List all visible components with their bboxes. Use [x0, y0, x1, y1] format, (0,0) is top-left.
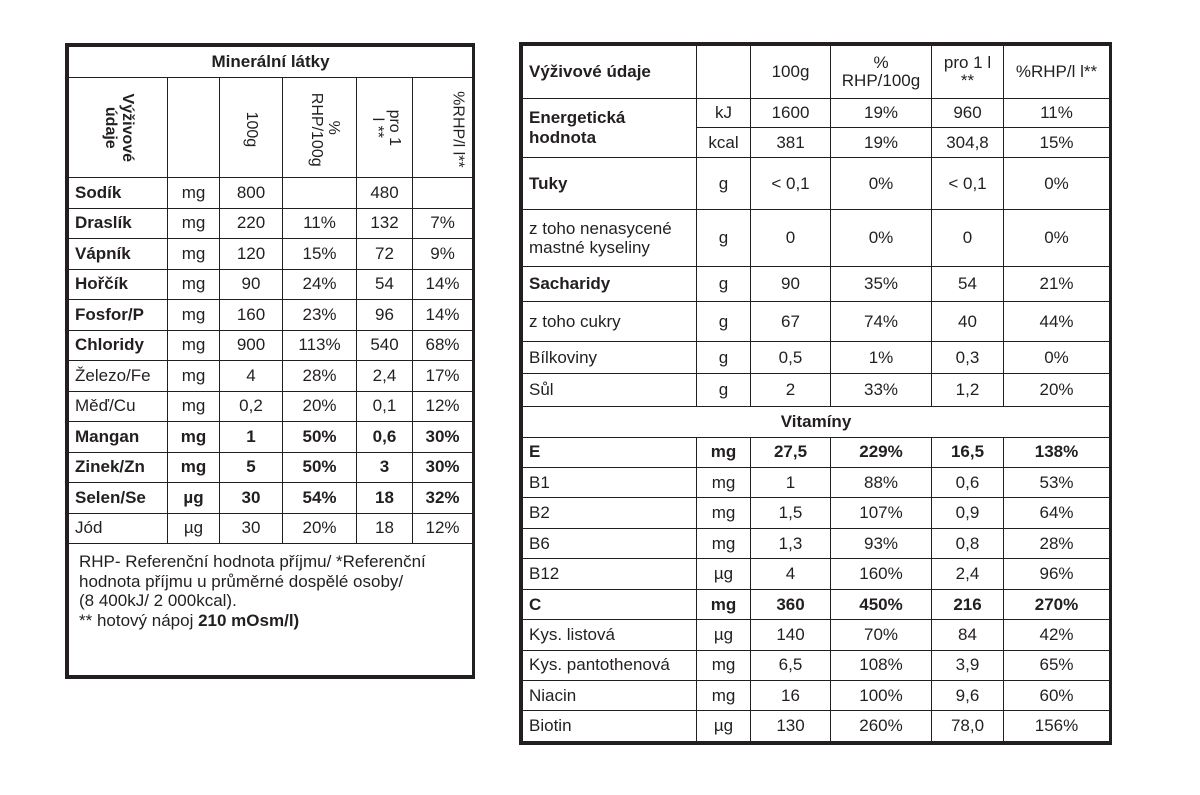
vitamin-unit: mg	[697, 498, 751, 528]
nutrition-header-rhp100: % RHP/100g	[831, 46, 932, 99]
vitamin-v1l: 16,5	[932, 437, 1004, 467]
mineral-unit: mg	[168, 300, 220, 331]
nutrient-row	[523, 373, 1110, 406]
nutrient-unit: g	[697, 301, 751, 342]
vitamin-row	[523, 680, 1110, 710]
vitamin-rhp100: 93%	[831, 528, 932, 558]
mineral-rhp1l: 7%	[413, 208, 473, 239]
vitamin-rhp100: 260%	[831, 711, 932, 742]
vitamin-rhp1l: 53%	[1004, 467, 1110, 497]
mineral-v100: 0,2	[220, 391, 283, 422]
mineral-v1l: 96	[357, 300, 413, 331]
mineral-rhp100: 113%	[283, 330, 357, 361]
mineral-v1l: 3	[357, 452, 413, 483]
nutrient-rhp1l: 0%	[1004, 157, 1110, 210]
vitamin-row	[523, 437, 1110, 467]
vitamin-name: B6	[523, 528, 697, 558]
mineral-rhp100: 20%	[283, 391, 357, 422]
nutrient-v100: 2	[751, 373, 831, 406]
mineral-v1l: 0,6	[357, 422, 413, 453]
mineral-row	[69, 483, 473, 514]
nutrient-v100: 0,5	[751, 342, 831, 373]
vitamin-unit: mg	[697, 528, 751, 558]
nutrient-rhp100: 35%	[831, 267, 932, 301]
nutrient-rhp100: 0%	[831, 210, 932, 267]
mineral-unit: mg	[168, 452, 220, 483]
vitamin-v1l: 84	[932, 620, 1004, 650]
vitamin-name: B1	[523, 467, 697, 497]
mineral-rhp100: 24%	[283, 269, 357, 300]
vitamin-v1l: 216	[932, 589, 1004, 619]
nutrient-rhp1l: 21%	[1004, 267, 1110, 301]
vitamin-row	[523, 620, 1110, 650]
mineral-row	[69, 300, 473, 331]
mineral-v1l: 18	[357, 513, 413, 544]
nutrient-v100: 67	[751, 301, 831, 342]
vitamin-unit: µg	[697, 620, 751, 650]
mineral-rhp100: 50%	[283, 452, 357, 483]
minerals-header-label: Výživové údaje	[69, 78, 168, 178]
mineral-v100: 220	[220, 208, 283, 239]
vitamin-name: Kys. listová	[523, 620, 697, 650]
nutrient-unit: g	[697, 267, 751, 301]
mineral-v1l: 540	[357, 330, 413, 361]
vitamin-rhp100: 70%	[831, 620, 932, 650]
nutrition-header-unit	[697, 46, 751, 99]
vitamin-v100: 140	[751, 620, 831, 650]
vitamin-v100: 1,3	[751, 528, 831, 558]
nutrient-rhp1l: 0%	[1004, 210, 1110, 267]
mineral-rhp1l: 68%	[413, 330, 473, 361]
mineral-v100: 4	[220, 361, 283, 392]
mineral-v1l: 72	[357, 239, 413, 270]
nutrient-name: Bílkoviny	[523, 342, 697, 373]
vitamin-rhp1l: 64%	[1004, 498, 1110, 528]
nutrient-unit: g	[697, 342, 751, 373]
nutrient-rhp1l: 20%	[1004, 373, 1110, 406]
mineral-row	[69, 208, 473, 239]
mineral-rhp100: 15%	[283, 239, 357, 270]
energy-v1l: 960	[932, 98, 1004, 127]
vitamin-rhp1l: 270%	[1004, 589, 1110, 619]
mineral-unit: µg	[168, 483, 220, 514]
vitamin-rhp100: 450%	[831, 589, 932, 619]
vitamin-name: C	[523, 589, 697, 619]
vitamin-rhp1l: 60%	[1004, 680, 1110, 710]
vitamin-rhp1l: 42%	[1004, 620, 1110, 650]
mineral-v1l: 54	[357, 269, 413, 300]
energy-rhp100: 19%	[831, 98, 932, 127]
nutrient-row	[523, 210, 1110, 267]
minerals-header-unit	[168, 78, 220, 178]
nutrient-row	[523, 157, 1110, 210]
mineral-v100: 5	[220, 452, 283, 483]
vitamin-unit: mg	[697, 589, 751, 619]
vitamin-v100: 6,5	[751, 650, 831, 680]
mineral-rhp1l: 30%	[413, 422, 473, 453]
mineral-unit: mg	[168, 422, 220, 453]
footnote-line	[79, 611, 462, 631]
vitamin-v1l: 0,8	[932, 528, 1004, 558]
vitamin-v100: 4	[751, 559, 831, 589]
mineral-name: Sodík	[69, 178, 168, 209]
mineral-v100: 90	[220, 269, 283, 300]
energy-v100: 1600	[751, 98, 831, 127]
mineral-rhp1l: 9%	[413, 239, 473, 270]
mineral-unit: mg	[168, 391, 220, 422]
vitamin-v100: 16	[751, 680, 831, 710]
mineral-unit: µg	[168, 513, 220, 544]
vitamin-v100: 1	[751, 467, 831, 497]
mineral-name: Hořčík	[69, 269, 168, 300]
vitamin-unit: mg	[697, 437, 751, 467]
vitamin-rhp100: 108%	[831, 650, 932, 680]
nutrient-v1l: 40	[932, 301, 1004, 342]
mineral-v100: 120	[220, 239, 283, 270]
nutrient-rhp100: 0%	[831, 157, 932, 210]
vitamin-rhp1l: 65%	[1004, 650, 1110, 680]
mineral-row	[69, 239, 473, 270]
nutrient-name: z toho cukry	[523, 301, 697, 342]
vitamin-v100: 130	[751, 711, 831, 742]
mineral-rhp100: 23%	[283, 300, 357, 331]
nutrient-v1l: 54	[932, 267, 1004, 301]
nutrient-v100: 90	[751, 267, 831, 301]
mineral-rhp1l: 12%	[413, 391, 473, 422]
energy-rhp100: 19%	[831, 128, 932, 157]
nutrient-row	[523, 342, 1110, 373]
nutrient-v100: < 0,1	[751, 157, 831, 210]
energy-v1l: 304,8	[932, 128, 1004, 157]
energy-unit: kJ	[697, 98, 751, 127]
mineral-name: Měď/Cu	[69, 391, 168, 422]
nutrient-rhp100: 1%	[831, 342, 932, 373]
vitamin-v1l: 0,9	[932, 498, 1004, 528]
mineral-name: Fosfor/P	[69, 300, 168, 331]
mineral-rhp100: 28%	[283, 361, 357, 392]
vitamin-rhp1l: 138%	[1004, 437, 1110, 467]
vitamin-row	[523, 650, 1110, 680]
mineral-row	[69, 391, 473, 422]
energy-v100: 381	[751, 128, 831, 157]
minerals-header-rhp100: % RHP/100g	[283, 78, 357, 178]
minerals-table	[65, 43, 475, 679]
mineral-rhp100: 20%	[283, 513, 357, 544]
mineral-name: Železo/Fe	[69, 361, 168, 392]
mineral-v1l: 480	[357, 178, 413, 209]
nutrient-v1l: < 0,1	[932, 157, 1004, 210]
nutrient-rhp1l: 0%	[1004, 342, 1110, 373]
minerals-note-row	[69, 544, 473, 676]
mineral-row	[69, 513, 473, 544]
vitamins-title: Vitamíny	[523, 407, 1110, 437]
minerals-header-100g: 100g	[220, 78, 283, 178]
mineral-v100: 1	[220, 422, 283, 453]
nutrition-table	[519, 42, 1112, 745]
minerals-footnote	[69, 544, 473, 676]
mineral-unit: mg	[168, 361, 220, 392]
mineral-unit: mg	[168, 239, 220, 270]
nutrient-rhp100: 74%	[831, 301, 932, 342]
minerals-title: Minerální látky	[69, 47, 473, 78]
mineral-name: Vápník	[69, 239, 168, 270]
mineral-v100: 30	[220, 483, 283, 514]
mineral-unit: mg	[168, 330, 220, 361]
vitamin-row	[523, 589, 1110, 619]
mineral-unit: mg	[168, 178, 220, 209]
nutrient-v1l: 0	[932, 210, 1004, 267]
mineral-row	[69, 422, 473, 453]
minerals-header-rhp-liter: %RHP/l l**	[413, 78, 473, 178]
mineral-v100: 30	[220, 513, 283, 544]
vitamin-name: B12	[523, 559, 697, 589]
vitamin-v1l: 0,6	[932, 467, 1004, 497]
mineral-name: Mangan	[69, 422, 168, 453]
energy-rhp1l: 11%	[1004, 98, 1110, 127]
mineral-row	[69, 178, 473, 209]
nutrient-name: Sůl	[523, 373, 697, 406]
mineral-row	[69, 452, 473, 483]
vitamin-v100: 27,5	[751, 437, 831, 467]
nutrient-unit: g	[697, 373, 751, 406]
mineral-v1l: 18	[357, 483, 413, 514]
mineral-rhp100: 54%	[283, 483, 357, 514]
energy-rhp1l: 15%	[1004, 128, 1110, 157]
nutrition-header-rhp-liter: %RHP/l l**	[1004, 46, 1110, 99]
footnote-line: hodnota příjmu u průměrné dospělé osoby/	[79, 571, 404, 591]
vitamin-unit: mg	[697, 680, 751, 710]
mineral-v1l: 0,1	[357, 391, 413, 422]
vitamin-rhp100: 160%	[831, 559, 932, 589]
vitamin-row	[523, 559, 1110, 589]
mineral-rhp1l: 32%	[413, 483, 473, 514]
mineral-rhp100	[283, 178, 357, 209]
energy-row-kj	[523, 98, 1110, 127]
footnote-line: (8 400kJ/ 2 000kcal).	[79, 591, 237, 611]
nutrient-row	[523, 267, 1110, 301]
mineral-row	[69, 269, 473, 300]
vitamin-name: Biotin	[523, 711, 697, 742]
nutrient-name: z toho nenasycené mastné kyseliny	[523, 210, 697, 267]
mineral-row	[69, 330, 473, 361]
vitamin-rhp100: 100%	[831, 680, 932, 710]
mineral-unit: mg	[168, 208, 220, 239]
mineral-row	[69, 361, 473, 392]
vitamin-rhp100: 107%	[831, 498, 932, 528]
energy-unit: kcal	[697, 128, 751, 157]
vitamin-rhp100: 229%	[831, 437, 932, 467]
minerals-header-row	[69, 78, 473, 178]
mineral-unit: mg	[168, 269, 220, 300]
footnote-osmolality: 210 mOsm/l)	[198, 610, 300, 630]
energy-label: Energetická hodnota	[523, 98, 697, 157]
nutrient-v100: 0	[751, 210, 831, 267]
vitamin-v100: 1,5	[751, 498, 831, 528]
mineral-v100: 800	[220, 178, 283, 209]
mineral-name: Jód	[69, 513, 168, 544]
nutrient-unit: g	[697, 210, 751, 267]
vitamin-row	[523, 711, 1110, 742]
footnote-prefix: ** hotový nápoj	[79, 610, 199, 630]
nutrient-row	[523, 301, 1110, 342]
mineral-v100: 900	[220, 330, 283, 361]
nutrient-rhp100: 33%	[831, 373, 932, 406]
vitamin-v100: 360	[751, 589, 831, 619]
mineral-rhp1l	[413, 178, 473, 209]
vitamin-unit: mg	[697, 650, 751, 680]
minerals-header-per-liter: pro 1 l **	[357, 78, 413, 178]
mineral-v1l: 2,4	[357, 361, 413, 392]
vitamin-row	[523, 528, 1110, 558]
vitamin-name: Niacin	[523, 680, 697, 710]
vitamin-unit: mg	[697, 467, 751, 497]
nutrient-v1l: 0,3	[932, 342, 1004, 373]
vitamin-v1l: 9,6	[932, 680, 1004, 710]
vitamin-unit: µg	[697, 711, 751, 742]
mineral-name: Draslík	[69, 208, 168, 239]
vitamin-v1l: 3,9	[932, 650, 1004, 680]
vitamin-rhp1l: 156%	[1004, 711, 1110, 742]
mineral-rhp1l: 14%	[413, 300, 473, 331]
nutrient-v1l: 1,2	[932, 373, 1004, 406]
mineral-name: Selen/Se	[69, 483, 168, 514]
nutrition-header-100g: 100g	[751, 46, 831, 99]
mineral-rhp1l: 12%	[413, 513, 473, 544]
mineral-v1l: 132	[357, 208, 413, 239]
vitamin-name: E	[523, 437, 697, 467]
vitamins-header-row	[523, 407, 1110, 437]
mineral-name: Chloridy	[69, 330, 168, 361]
vitamin-name: Kys. pantothenová	[523, 650, 697, 680]
mineral-v100: 160	[220, 300, 283, 331]
nutrient-name: Sacharidy	[523, 267, 697, 301]
nutrient-rhp1l: 44%	[1004, 301, 1110, 342]
mineral-rhp100: 50%	[283, 422, 357, 453]
vitamin-row	[523, 498, 1110, 528]
vitamin-name: B2	[523, 498, 697, 528]
vitamin-row	[523, 467, 1110, 497]
vitamin-v1l: 2,4	[932, 559, 1004, 589]
nutrient-unit: g	[697, 157, 751, 210]
mineral-rhp1l: 30%	[413, 452, 473, 483]
mineral-name: Zinek/Zn	[69, 452, 168, 483]
vitamin-rhp100: 88%	[831, 467, 932, 497]
vitamin-rhp1l: 96%	[1004, 559, 1110, 589]
mineral-rhp1l: 14%	[413, 269, 473, 300]
nutrient-name: Tuky	[523, 157, 697, 210]
vitamin-v1l: 78,0	[932, 711, 1004, 742]
vitamin-unit: µg	[697, 559, 751, 589]
mineral-rhp100: 11%	[283, 208, 357, 239]
nutrition-header-label: Výživové údaje	[523, 46, 697, 99]
nutrition-header-row	[523, 46, 1110, 99]
footnote-line: RHP- Referenční hodnota příjmu/ *Referenční	[79, 552, 426, 571]
mineral-rhp1l: 17%	[413, 361, 473, 392]
nutrition-header-per-liter: pro 1 l **	[932, 46, 1004, 99]
vitamin-rhp1l: 28%	[1004, 528, 1110, 558]
